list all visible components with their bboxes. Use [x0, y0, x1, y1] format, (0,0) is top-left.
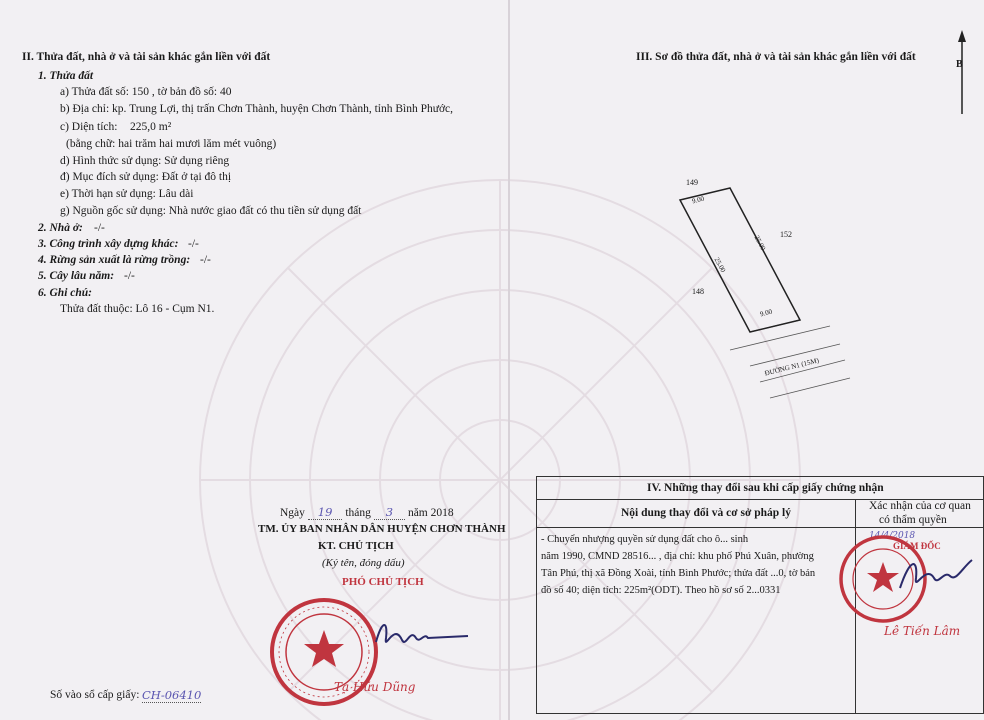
date-ngay: Ngày	[280, 507, 305, 519]
north-arrow-icon	[948, 28, 978, 118]
item1-dd: đ) Mục đích sử dụng: Đất ở tại đô thị	[60, 171, 232, 183]
book-label: Số vào sổ cấp giấy:	[50, 689, 140, 701]
signature-left	[372, 612, 482, 662]
date-line	[280, 505, 454, 520]
item1-c-label: c) Diện tích:	[60, 121, 118, 133]
diagram-len-right: 25.00	[752, 234, 768, 252]
diagram-parcel-right: 152	[780, 230, 792, 239]
item1-c-words: (bằng chữ: hai trăm hai mươi lăm mét vuông)	[66, 138, 277, 150]
item1-title: 1. Thửa đất	[38, 70, 94, 82]
north-label: B	[956, 59, 963, 70]
signer-name: Tạ Hữu Dũng	[334, 680, 416, 694]
diagram-len-top: 9.00	[691, 194, 706, 206]
item6-title: 6. Ghi chú:	[38, 287, 92, 299]
diagram-road-label: ĐƯỜNG N1 (15M)	[763, 356, 820, 378]
entry-line2: năm 1990, CMND 28516... , địa chỉ: khu phố Phú Xuân, phường	[541, 551, 814, 562]
item5-value: -/-	[124, 270, 135, 282]
col2-header-line1: Xác nhận của cơ quan	[869, 500, 971, 512]
book-value: CH-06410	[142, 688, 202, 702]
item1-a: a) Thửa đất số: 150 , tờ bản đồ số: 40	[60, 86, 232, 98]
signer-title: PHÓ CHỦ TỊCH	[342, 576, 424, 588]
entry-line1: - Chuyển nhượng quyền sử dụng đất cho ô... sinh	[541, 534, 749, 545]
stamp-name: Lê Tiến Lâm	[884, 624, 961, 638]
col1-header: Nội dung thay đổi và cơ sở pháp lý	[621, 507, 791, 519]
date-day: 19	[308, 505, 343, 520]
page-fold	[508, 0, 510, 720]
item5-title: 5. Cây lâu năm:	[38, 270, 115, 282]
item1-b: b) Địa chỉ: kp. Trung Lợi, thị trấn Chơn Thành, huyện Chơn Thành, tỉnh Bình Phước,	[60, 103, 454, 115]
item2-title: 2. Nhà ở:	[38, 222, 83, 234]
item1-g: g) Nguồn gốc sử dụng: Nhà nước giao đất có thu tiền sử dụng đất	[60, 205, 362, 217]
item4-title: 4. Rừng sản xuất là rừng trồng:	[38, 254, 191, 266]
stamp-role: GIÁM ĐỐC	[893, 541, 941, 551]
diagram-parcel-left: 148	[692, 287, 704, 296]
date-month: 3	[374, 505, 405, 520]
item3-title: 3. Công trình xây dựng khác:	[38, 238, 179, 250]
item1-d: d) Hình thức sử dụng: Sử dụng riêng	[60, 155, 230, 167]
changes-table-title-row	[537, 477, 983, 500]
signer-org: TM. ỦY BAN NHÂN DÂN HUYỆN CHƠN THÀNH	[258, 523, 506, 535]
diagram-len-bottom: 9.00	[759, 307, 774, 319]
item3-value: -/-	[188, 238, 199, 250]
date-thang: tháng	[345, 507, 371, 519]
changes-table-header-row	[537, 499, 983, 528]
entry-line4: đồ số 40; diện tích: 225m²(ODT). Theo hồ sơ số 2...0331	[541, 585, 781, 596]
item2-value: -/-	[94, 222, 105, 234]
item4-value: -/-	[200, 254, 211, 266]
item6-value: Thửa đất thuộc: Lô 16 - Cụm N1.	[60, 303, 215, 315]
section-iii-title: III. Sơ đồ thửa đất, nhà ở và tài sản khác gắn liền với đất	[636, 51, 916, 63]
date-nam: năm 2018	[407, 507, 454, 519]
diagram-len-left: 25.00	[712, 256, 728, 274]
parcel-diagram	[650, 160, 870, 420]
item1-e: e) Thời hạn sử dụng: Lâu dài	[60, 188, 194, 200]
section-iv-title: IV. Những thay đổi sau khi cấp giấy chứng nhận	[647, 482, 884, 494]
col2-header-line2: có thẩm quyền	[879, 514, 947, 526]
item1-c-value: 225,0 m²	[130, 121, 172, 133]
stamp-date: 14/4/2018	[869, 531, 916, 541]
signer-note: (Ký tên, đóng dấu)	[322, 557, 405, 569]
entry-line3: Tân Phú, thị xã Đồng Xoài, tỉnh Bình Phước; thửa đất ...0, tờ bản	[541, 568, 816, 579]
signature-right	[896, 548, 976, 598]
diagram-parcel-top: 149	[686, 178, 698, 187]
signer-role: KT. CHỦ TỊCH	[318, 540, 394, 552]
section-ii-title: II. Thửa đất, nhà ở và tài sản khác gắn liền với đất	[22, 51, 271, 63]
